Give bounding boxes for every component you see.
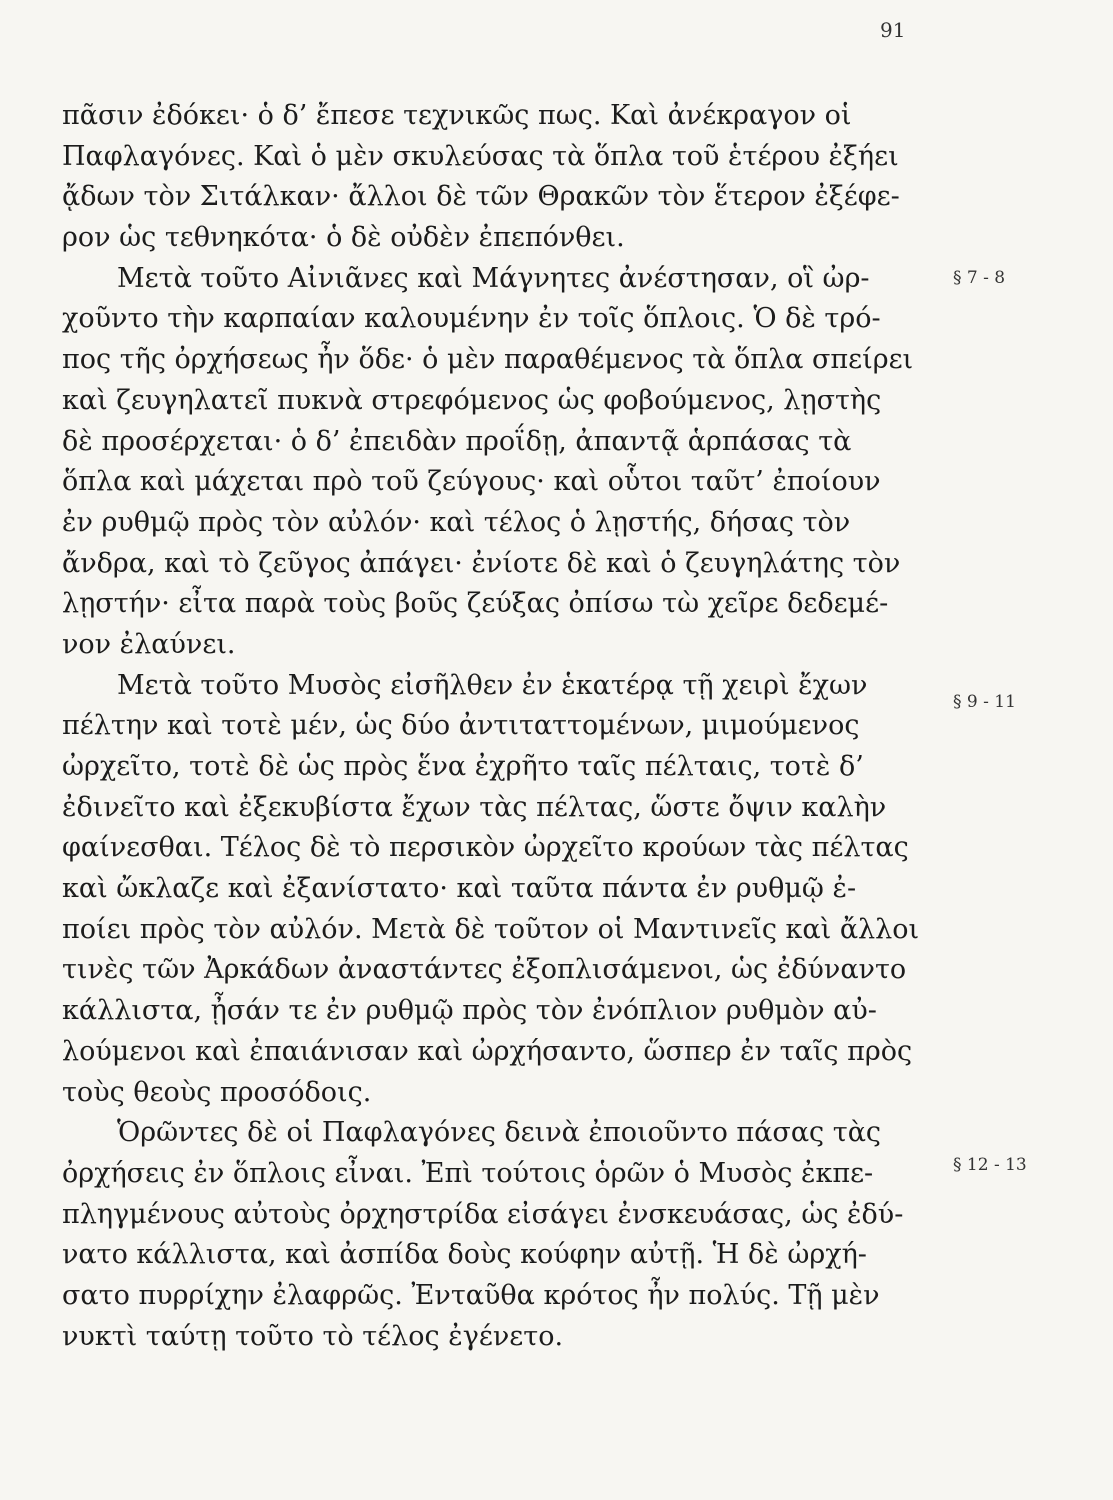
page-number: 91 — [880, 18, 906, 42]
text-line: ποίει πρὸς τὸν αὐλόν. Μετὰ δὲ τοῦτον οἱ Μαντινεῖς καὶ ἄλλοι — [62, 913, 920, 945]
text-line: καὶ ὤκλαζε καὶ ἐξανίστατο· καὶ ταῦτα πάντα ἐν ρυθμῷ ἐ- — [62, 873, 857, 905]
text-line: ἄνδρα, καὶ τὸ ζεῦγος ἀπάγει· ἐνίοτε δὲ καὶ ὁ ζευγηλάτης τὸν — [62, 547, 901, 579]
text-line: τοὺς θεοὺς προσόδοις. — [62, 1076, 372, 1108]
paragraph-start-line: Μετὰ τοῦτο Μυσὸς εἰσῆλθεν ἐν ἑκατέρᾳ τῇ χειρὶ ἔχων — [117, 669, 868, 701]
text-line: λούμενοι καὶ ἐπαιάνισαν καὶ ὠρχήσαντο, ὥσπερ ἐν ταῖς πρὸς — [62, 1035, 913, 1067]
paragraph-start-line: Ὁρῶντες δὲ οἱ Παφλαγόνες δεινὰ ἐποιοῦντο πάσας τὰς — [117, 1117, 882, 1149]
text-line: πληγμένους αὐτοὺς ὀρχηστρίδα εἰσάγει ἐνσκευάσας, ὡς ἐδύ- — [62, 1198, 904, 1230]
text-line: χοῦντο τὴν καρπαίαν καλουμένην ἐν τοῖς ὅπλοις. Ὁ δὲ τρό- — [62, 303, 881, 335]
text-line: νυκτὶ ταύτῃ τοῦτο τὸ τέλος ἐγένετο. — [62, 1320, 564, 1352]
section-ref-12-13: § 12 - 13 — [953, 1155, 1027, 1175]
paragraph-start-line: Μετὰ τοῦτο Αἰνιᾶνες καὶ Μάγνητες ἀνέστησαν, οἳ ὠρ- — [117, 262, 870, 294]
text-line: πέλτην καὶ τοτὲ μέν, ὡς δύο ἀντιταττομένων, μιμούμενος — [62, 710, 860, 742]
text-line: λῃστήν· εἶτα παρὰ τοὺς βοῦς ζεύξας ὀπίσω τὼ χεῖρε δεδεμέ- — [62, 588, 889, 620]
text-line: ρον ὡς τεθνηκότα· ὁ δὲ οὐδὲν ἐπεπόνθει. — [62, 222, 625, 254]
text-line: ὅπλα καὶ μάχεται πρὸ τοῦ ζεύγους· καὶ οὗτοι ταῦτ’ ἐποίουν — [62, 466, 881, 498]
text-line: πος τῆς ὀρχήσεως ἦν ὅδε· ὁ μὲν παραθέμενος τὰ ὅπλα σπείρει — [62, 344, 914, 376]
text-line: κάλλιστα, ᾖσάν τε ἐν ρυθμῷ πρὸς τὸν ἐνόπλιον ρυθμὸν αὐ- — [62, 995, 877, 1027]
text-line: καὶ ζευγηλατεῖ πυκνὰ στρεφόμενος ὡς φοβούμενος, λῃστὴς — [62, 384, 882, 416]
text-line: φαίνεσθαι. Τέλος δὲ τὸ περσικὸν ὠρχεῖτο κρούων τὰς πέλτας — [62, 832, 909, 864]
section-ref-7-8: § 7 - 8 — [953, 268, 1006, 288]
text-line: ᾄδων τὸν Σιτάλκαν· ἄλλοι δὲ τῶν Θρακῶν τὸν ἕτερον ἐξέφε- — [62, 181, 900, 213]
text-line: σατο πυρρίχην ἐλαφρῶς. Ἐνταῦθα κρότος ἦν πολύς. Τῇ μὲν — [62, 1279, 880, 1311]
text-line: νον ἐλαύνει. — [62, 628, 236, 660]
text-line: ἐν ρυθμῷ πρὸς τὸν αὐλόν· καὶ τέλος ὁ λῃστής, δήσας τὸν — [62, 506, 851, 538]
text-line: τινὲς τῶν Ἀρκάδων ἀναστάντες ἐξοπλισάμενοι, ὡς ἐδύναντο — [62, 954, 907, 986]
text-line: πᾶσιν ἐδόκει· ὁ δ’ ἔπεσε τεχνικῶς πως. Καὶ ἀνέκραγον οἱ — [62, 100, 852, 131]
section-ref-9-11: § 9 - 11 — [953, 692, 1016, 712]
text-line: ἐδινεῖτο καὶ ἐξεκυβίστα ἔχων τὰς πέλτας, ὥστε ὄψιν καλὴν — [62, 791, 887, 823]
text-line: ὀρχήσεις ἐν ὅπλοις εἶναι. Ἐπὶ τούτοις ὁρῶν ὁ Μυσὸς ἐκπε- — [62, 1157, 874, 1189]
text-line: Παφλαγόνες. Καὶ ὁ μὲν σκυλεύσας τὰ ὅπλα τοῦ ἑτέρου ἐξήει — [62, 140, 899, 172]
text-line: ὠρχεῖτο, τοτὲ δὲ ὡς πρὸς ἕνα ἐχρῆτο ταῖς πέλταις, τοτὲ δ’ — [62, 751, 864, 782]
text-line: νατο κάλλιστα, καὶ ἀσπίδα δοὺς κούφην αὐτῇ. Ἡ δὲ ὠρχή- — [62, 1239, 867, 1271]
text-line: δὲ προσέρχεται· ὁ δ’ ἐπειδὰν προΐδῃ, ἀπαντᾷ ἁρπάσας τὰ — [62, 425, 852, 457]
greek-text-body — [62, 96, 942, 1357]
